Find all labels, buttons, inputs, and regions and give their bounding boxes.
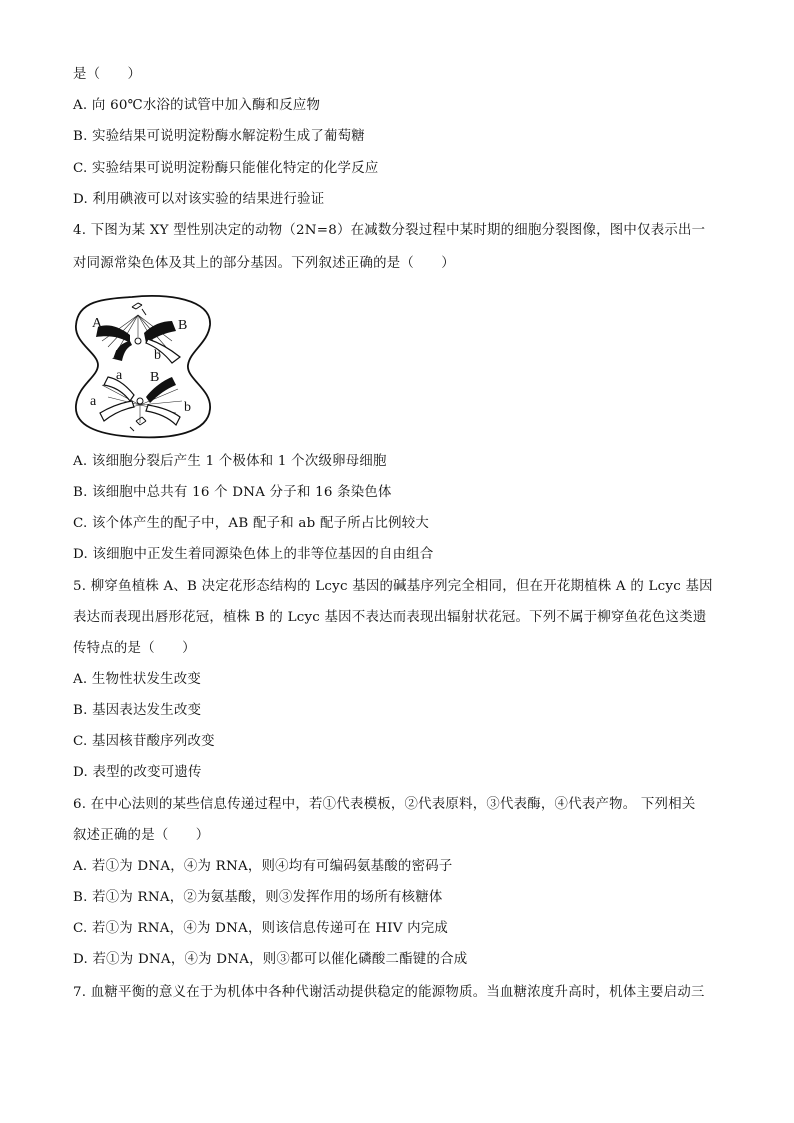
gene-label-b-lower: b bbox=[184, 400, 191, 415]
gene-label-B-lower: B bbox=[150, 370, 160, 385]
q4-option-d: D. 该细胞中正发生着同源染色体上的非等位基因的自由组合 bbox=[73, 547, 434, 562]
lower-centrosome bbox=[130, 417, 146, 431]
q5-stem-line-3: 传特点的是（ ） bbox=[73, 641, 196, 656]
gene-label-A-upper-left: A bbox=[92, 316, 103, 331]
upper-centrosome bbox=[132, 303, 146, 315]
q6-stem-line-1: 6. 在中心法则的某些信息传递过程中，若①代表模板，②代表原料，③代表酶，④代表产物。 下列相关 bbox=[73, 797, 696, 812]
q5-option-d: D. 表型的改变可遗传 bbox=[73, 765, 202, 780]
gene-label-B-upper-right: B bbox=[178, 318, 188, 333]
q4-option-b: B. 该细胞中总共有 16 个 DNA 分子和 16 条染色体 bbox=[73, 485, 392, 500]
gene-label-A-upper-mid: A bbox=[112, 348, 123, 363]
q6-option-a: A. 若①为 DNA，④为 RNA，则④均有可编码氨基酸的密码子 bbox=[73, 859, 453, 874]
q3-option-a: A. 向 60℃水浴的试管中加入酶和反应物 bbox=[73, 98, 321, 113]
q4-option-a: A. 该细胞分裂后产生 1 个极体和 1 个次级卵母细胞 bbox=[73, 454, 387, 469]
q6-option-b: B. 若①为 RNA，②为氨基酸，则③发挥作用的场所有核糖体 bbox=[73, 890, 443, 905]
q5-option-c: C. 基因核苷酸序列改变 bbox=[73, 734, 215, 749]
q5-option-b: B. 基因表达发生改变 bbox=[73, 703, 202, 718]
gene-label-a-lower-top: a bbox=[116, 368, 123, 383]
q7-stem-line-1: 7. 血糖平衡的意义在于为机体中各种代谢活动提供稳定的能源物质。当血糖浓度升高时，机体主要启动三 bbox=[73, 985, 705, 1000]
q4-option-c: C. 该个体产生的配子中，AB 配子和 ab 配子所占比例较大 bbox=[73, 516, 430, 531]
q5-stem-line-2: 表达而表现出唇形花冠，植株 B 的 Lcyc 基因不表达而表现出辐射状花冠。下列不属于柳穿鱼花色这类遗 bbox=[73, 610, 707, 625]
gene-label-a-lower-left: a bbox=[90, 394, 97, 409]
q3-option-c: C. 实验结果可说明淀粉酶只能催化特定的化学反应 bbox=[73, 161, 379, 176]
q4-stem-line-2: 对同源常染色体及其上的部分基因。下列叙述正确的是（ ） bbox=[73, 256, 455, 271]
q5-option-a: A. 生物性状发生改变 bbox=[73, 672, 202, 687]
q3-option-d: D. 利用碘液可以对该实验的结果进行验证 bbox=[73, 192, 325, 207]
q6-option-c: C. 若①为 RNA，④为 DNA，则该信息传递可在 HIV 内完成 bbox=[73, 921, 449, 936]
q5-stem-line-1: 5. 柳穿鱼植株 A、B 决定花形态结构的 Lcyc 基因的碱基序列完全相同，但在开花期植株 A 的 Lcyc 基因 bbox=[73, 579, 713, 594]
q3-stem-tail: 是（ ） bbox=[73, 67, 142, 82]
q6-stem-line-2: 叙述正确的是（ ） bbox=[73, 828, 210, 843]
q4-stem-line-1: 4. 下图为某 XY 型性别决定的动物（2N=8）在减数分裂过程中某时期的细胞分裂图像，图中仅表示出一 bbox=[73, 223, 706, 238]
gene-label-b-upper-mid: b bbox=[154, 348, 161, 363]
q3-option-b: B. 实验结果可说明淀粉酶水解淀粉生成了葡萄糖 bbox=[73, 129, 365, 144]
q6-option-d: D. 若①为 DNA，④为 DNA，则③都可以催化磷酸二酯键的合成 bbox=[73, 952, 468, 967]
cell-division-figure bbox=[72, 293, 214, 439]
